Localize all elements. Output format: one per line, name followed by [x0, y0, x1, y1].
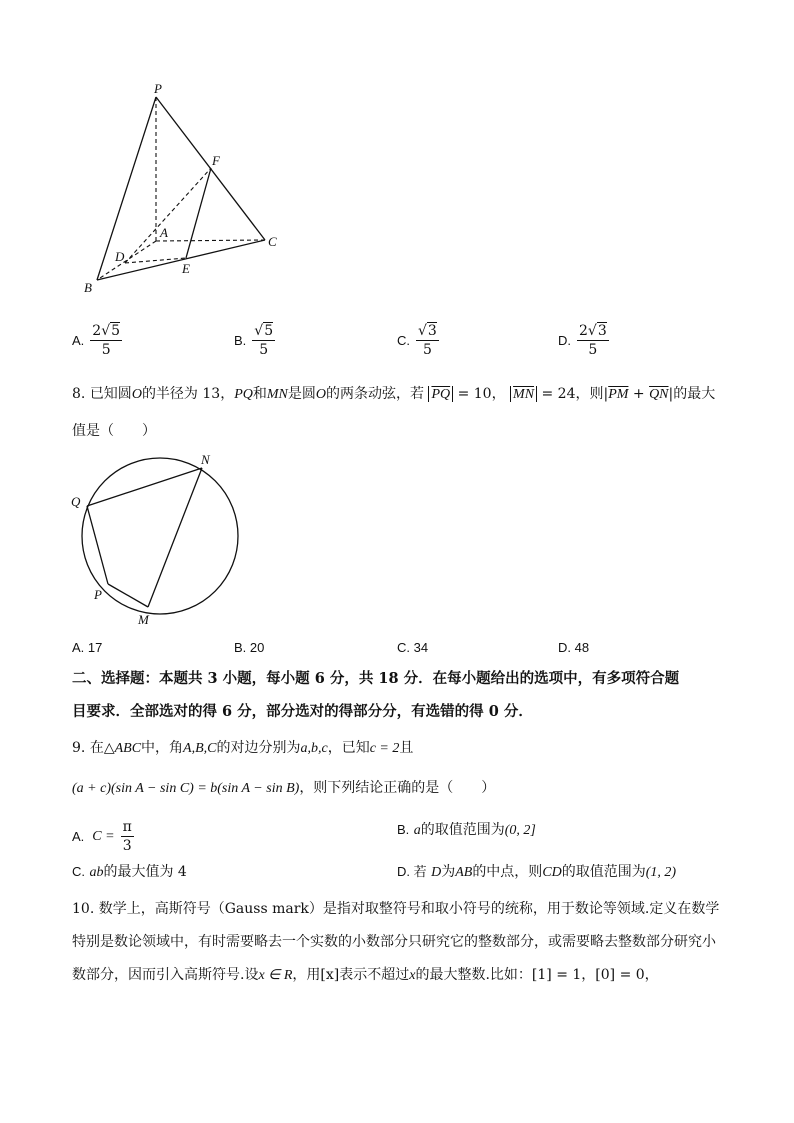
q8-option-b: B. 20 — [234, 640, 265, 655]
q7-option-c: C. $\frac{√3}{5}$ — [397, 323, 437, 358]
chord-PM — [108, 584, 148, 607]
q10-line1: 10. 数学上，高斯符号（Gauss mark）是指对取整符号和取小符号的统称，用于数论等领域.定义在数学 — [72, 901, 720, 917]
q9-stem-line1: 9. 在△ABC中，角A,B,C的对边分别为a,b,c，已知c = 2且 — [72, 740, 414, 756]
label-A: A — [160, 225, 168, 240]
q8-stem-line1: 8. 已知圆O的半径为 13，PQ和MN是圆O的两条动弦，若 $\overline{PQ} = 10$， $\overline{MN} = 24$，则$|\overline{PM} + \overline{QN}|$的最大 — [72, 386, 716, 402]
circle-figure — [68, 450, 248, 630]
q9-option-d: D. 若 D为AB的中点，则CD的取值范围为(1, 2) — [397, 864, 677, 880]
tetrahedron-figure — [70, 80, 300, 300]
edge-AC — [156, 240, 265, 241]
q8-option-c: C. 34 — [397, 640, 429, 655]
q8-option-a: A. 17 — [72, 640, 103, 655]
label-N: N — [201, 452, 210, 467]
label-M: M — [138, 612, 149, 627]
section-heading-line2: 目要求．全部选对的得 6 分，部分选对的得部分分，有选错的得 0 分． — [72, 703, 533, 720]
q9-option-c: C. ab的最大值为 4 — [72, 864, 187, 880]
chord-QP — [87, 506, 108, 584]
label-E: E — [182, 261, 190, 276]
q8-stem-line2: 值是（ ） — [72, 423, 156, 439]
section-heading-line1: 二、选择题：本题共 3 小题，每小题 6 分，共 18 分．在每小题给出的选项中，有多项符合题 — [72, 670, 680, 687]
label-P: P — [154, 81, 162, 96]
q9-option-a: A. C = $\frac{\pi}{3}$ — [72, 819, 132, 854]
q7-option-a: A. $\frac{2√5}{5}$ — [72, 323, 121, 358]
q10-line2: 特别是数论领域中，有时需要略去一个实数的小数部分只研究它的整数部分，或需要略去整数部分研究小 — [72, 934, 716, 950]
q8-option-d: D. 48 — [558, 640, 590, 655]
label-Q: Q — [71, 494, 81, 509]
q10-line3: 数部分，因而引入高斯符号.设x ∈ R，用[x]表示不超过x的最大整数.比如：[1] = 1，[0] = 0， — [72, 967, 659, 983]
q7-option-d: D. $\frac{2√3}{5}$ — [558, 323, 607, 358]
q9-stem-line2: (a + c)(sin A − sin C) = b(sin A − sin B)，则下列结论正确的是（ ） — [72, 780, 496, 796]
label-F: F — [212, 153, 220, 168]
chord-QN — [87, 468, 202, 506]
q7-option-b: B. $\frac{√5}{5}$ — [234, 323, 274, 358]
edge-FE — [186, 168, 211, 258]
label-P2: P — [94, 587, 102, 602]
label-C: C — [268, 234, 277, 249]
label-D: D — [115, 249, 125, 264]
chord-MN — [148, 468, 202, 607]
q9-option-b: B. a的取值范围为(0, 2] — [397, 822, 536, 838]
edge-PB — [97, 97, 156, 280]
edge-AB — [97, 241, 156, 280]
label-B: B — [84, 280, 92, 295]
